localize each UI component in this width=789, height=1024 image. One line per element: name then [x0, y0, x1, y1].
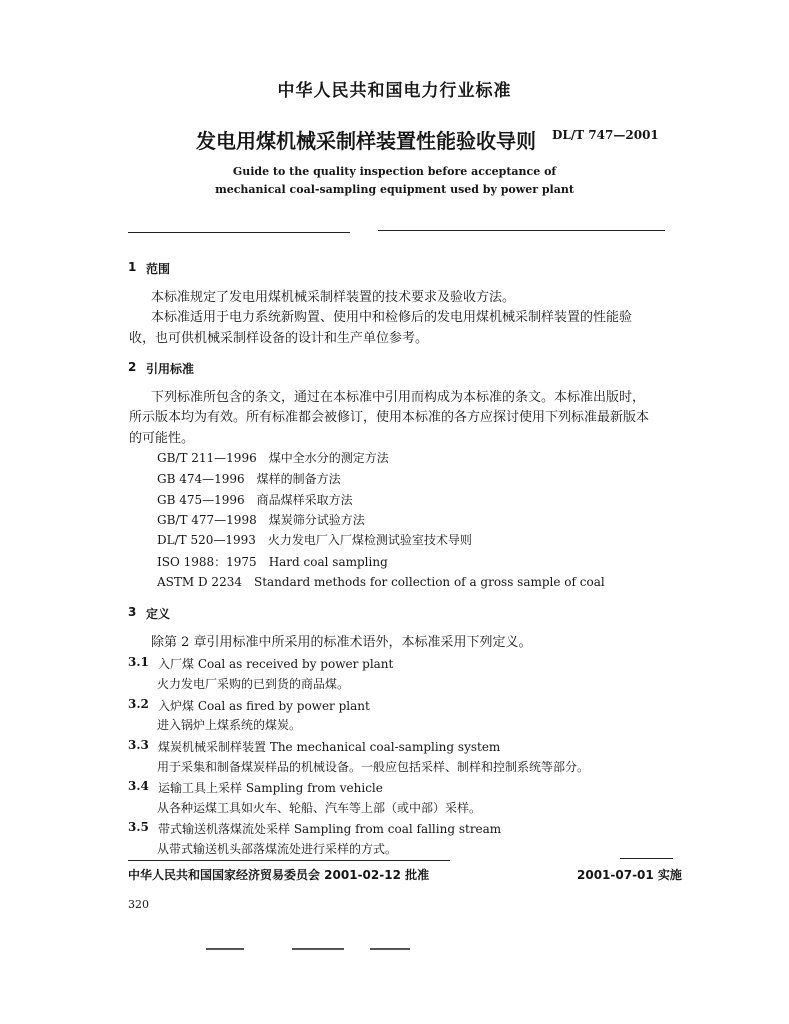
header-divider-left — [128, 232, 350, 233]
definition-term: 入厂煤 Coal as received by power plant — [158, 657, 394, 671]
definition-number: 3.2 — [128, 697, 149, 711]
definition-description: 从带式输送机头部落煤流处进行采样的方式。 — [157, 842, 398, 856]
definition-term: 带式输送机落煤流处采样 Sampling from coal falling stream — [158, 822, 502, 836]
scan-artifact — [206, 948, 244, 950]
footer-divider-right — [620, 858, 673, 859]
definition-description: 从各种运煤工具如火车、轮船、汽车等上部（或中部）采样。 — [157, 801, 482, 815]
scan-artifact — [292, 948, 344, 950]
section-1-heading: 范围 — [146, 262, 171, 276]
definition-term: 入炉煤 Coal as fired by power plant — [158, 699, 370, 713]
reference-item: ISO 1988：1975 Hard coal sampling — [157, 555, 388, 569]
document-title-cn: 发电用煤机械采制样装置性能验收导则 — [196, 129, 536, 153]
section-1-paragraph-2-line1: 本标准适用于电力系统新购置、使用中和检修后的发电用煤机械采制样装置的性能验 — [151, 310, 633, 325]
reference-item: GB 474—1996 煤样的制备方法 — [157, 472, 341, 486]
section-2-number: 2 — [128, 360, 137, 374]
reference-item: GB/T 211—1996 煤中全水分的测定方法 — [157, 451, 389, 465]
definition-description: 进入锅炉上煤系统的煤炭。 — [157, 718, 302, 732]
header-divider-right — [378, 230, 665, 231]
definition-number: 3.4 — [128, 779, 149, 793]
reference-item: ASTM D 2234 Standard methods for collection of a gross sample of coal — [157, 575, 605, 589]
document-title-en-line2: mechanical coal-sampling equipment used by power plant — [215, 183, 574, 196]
definition-number: 3.1 — [128, 655, 149, 669]
page-number: 320 — [128, 898, 149, 911]
section-1-paragraph-1: 本标准规定了发电用煤机械采制样装置的技术要求及验收方法。 — [151, 290, 516, 305]
reference-item: DL/T 520—1993 火力发电厂入厂煤检测试验室技术导则 — [157, 533, 472, 547]
reference-item: GB/T 477—1998 煤炭筛分试验方法 — [157, 513, 365, 527]
approval-line: 中华人民共和国国家经济贸易委员会 2001-02-12 批准 — [128, 868, 430, 882]
document-title-en-line1: Guide to the quality inspection before acceptance of — [232, 165, 557, 178]
section-3-intro: 除第 2 章引用标准中所采用的标准术语外，本标准采用下列定义。 — [151, 635, 532, 650]
definition-number: 3.5 — [128, 820, 149, 834]
definition-term: 运输工具上采样 Sampling from vehicle — [158, 781, 383, 795]
org-standard-title: 中华人民共和国电力行业标准 — [277, 81, 512, 101]
definition-number: 3.3 — [128, 738, 149, 752]
section-1-paragraph-2-line2: 收，也可供机械采制样设备的设计和生产单位参考。 — [129, 331, 429, 346]
definition-description: 用于采集和制备煤炭样品的机械设备。一般应包括采样、制样和控制系统等部分。 — [157, 760, 590, 774]
section-3-number: 3 — [128, 605, 137, 619]
section-1-number: 1 — [128, 260, 137, 274]
definition-term: 煤炭机械采制样装置 The mechanical coal-sampling system — [158, 740, 501, 754]
scan-artifact — [370, 948, 410, 950]
reference-item: GB 475—1996 商品煤样采取方法 — [157, 493, 353, 507]
standard-code: DL/T 747—2001 — [552, 128, 659, 142]
section-2-paragraph-line3: 的可能性。 — [129, 431, 195, 446]
section-2-heading: 引用标准 — [146, 362, 195, 376]
implementation-date: 2001-07-01 实施 — [577, 868, 682, 882]
footer-divider-left — [128, 860, 450, 861]
section-3-heading: 定义 — [146, 607, 171, 621]
section-2-paragraph-line2: 所示版本均为有效。所有标准都会被修订，使用本标准的各方应探讨使用下列标准最新版本 — [129, 410, 650, 425]
section-2-paragraph-line1: 下列标准所包含的条文，通过在本标准中引用而构成为本标准的条文。本标准出版时， — [151, 390, 646, 405]
definition-description: 火力发电厂采购的已到货的商品煤。 — [157, 677, 350, 691]
